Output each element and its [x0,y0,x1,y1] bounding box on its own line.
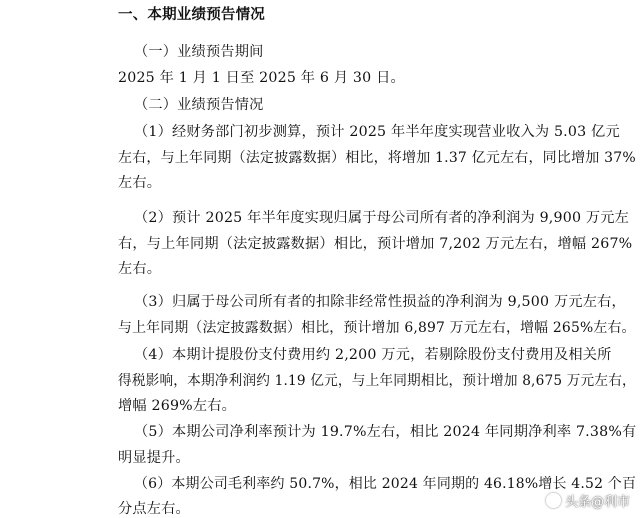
item-3-line-1: （3）归属于母公司所有者的扣除非经常性损益的净利润为 9,500 万元左右， [134,294,626,310]
item-1-line-2: 左右，与上年同期（法定披露数据）相比，将增加 1.37 亿元左右，同比增加 37% [118,150,636,166]
subsection-title-period: （一）业绩预告期间 [134,44,264,60]
item-4-line-2: 得税影响，本期净利润约 1.19 亿元，与上年同期相比，预计增加 8,675 万元左右， [118,373,636,389]
item-4-line-1: （4）本期计提股份支付费用约 2,200 万元，若剔除股份支付费用及相关所 [134,347,612,363]
item-6-line-1: （6）本期公司毛利率约 50.7%，相比 2024 年同期的 46.18%增长 4.52 个百 [134,476,637,492]
item-1-line-1: （1）经财务部门初步测算，预计 2025 年半年度实现营业收入为 5.03 亿元 [134,124,620,140]
subsection-title-status: （二）业绩预告情况 [134,97,264,113]
period-text: 2025 年 1 月 1 日至 2025 年 6 月 30 日。 [118,70,405,86]
item-5-line-2: 明显提升。 [118,450,190,466]
item-2-line-3: 左右。 [118,261,162,277]
section-heading: 一、本期业绩预告情况 [118,7,265,23]
watermark [546,491,630,510]
item-4-line-3: 增幅 269%左右。 [118,398,237,414]
watermark-text: 头条@利市 [564,495,630,510]
item-2-line-1: （2）预计 2025 年半年度实现归属于母公司所有者的净利润为 9,900 万元左 [134,210,630,226]
item-2-line-2: 右，与上年同期（法定披露数据）相比，预计增加 7,202 万元左右，增幅 267% [118,236,633,252]
item-5-line-1: （5）本期公司净利率预计为 19.7%左右，相比 2024 年同期净利率 7.38%有 [134,424,637,440]
item-1-line-3: 左右。 [118,175,162,191]
item-6-line-2: 分点左右。 [118,501,190,517]
toutiao-logo-icon [546,493,561,508]
item-3-line-2: 与上年同期（法定披露数据）相比，预计增加 6,897 万元左右，增幅 265%左右。 [118,320,636,336]
